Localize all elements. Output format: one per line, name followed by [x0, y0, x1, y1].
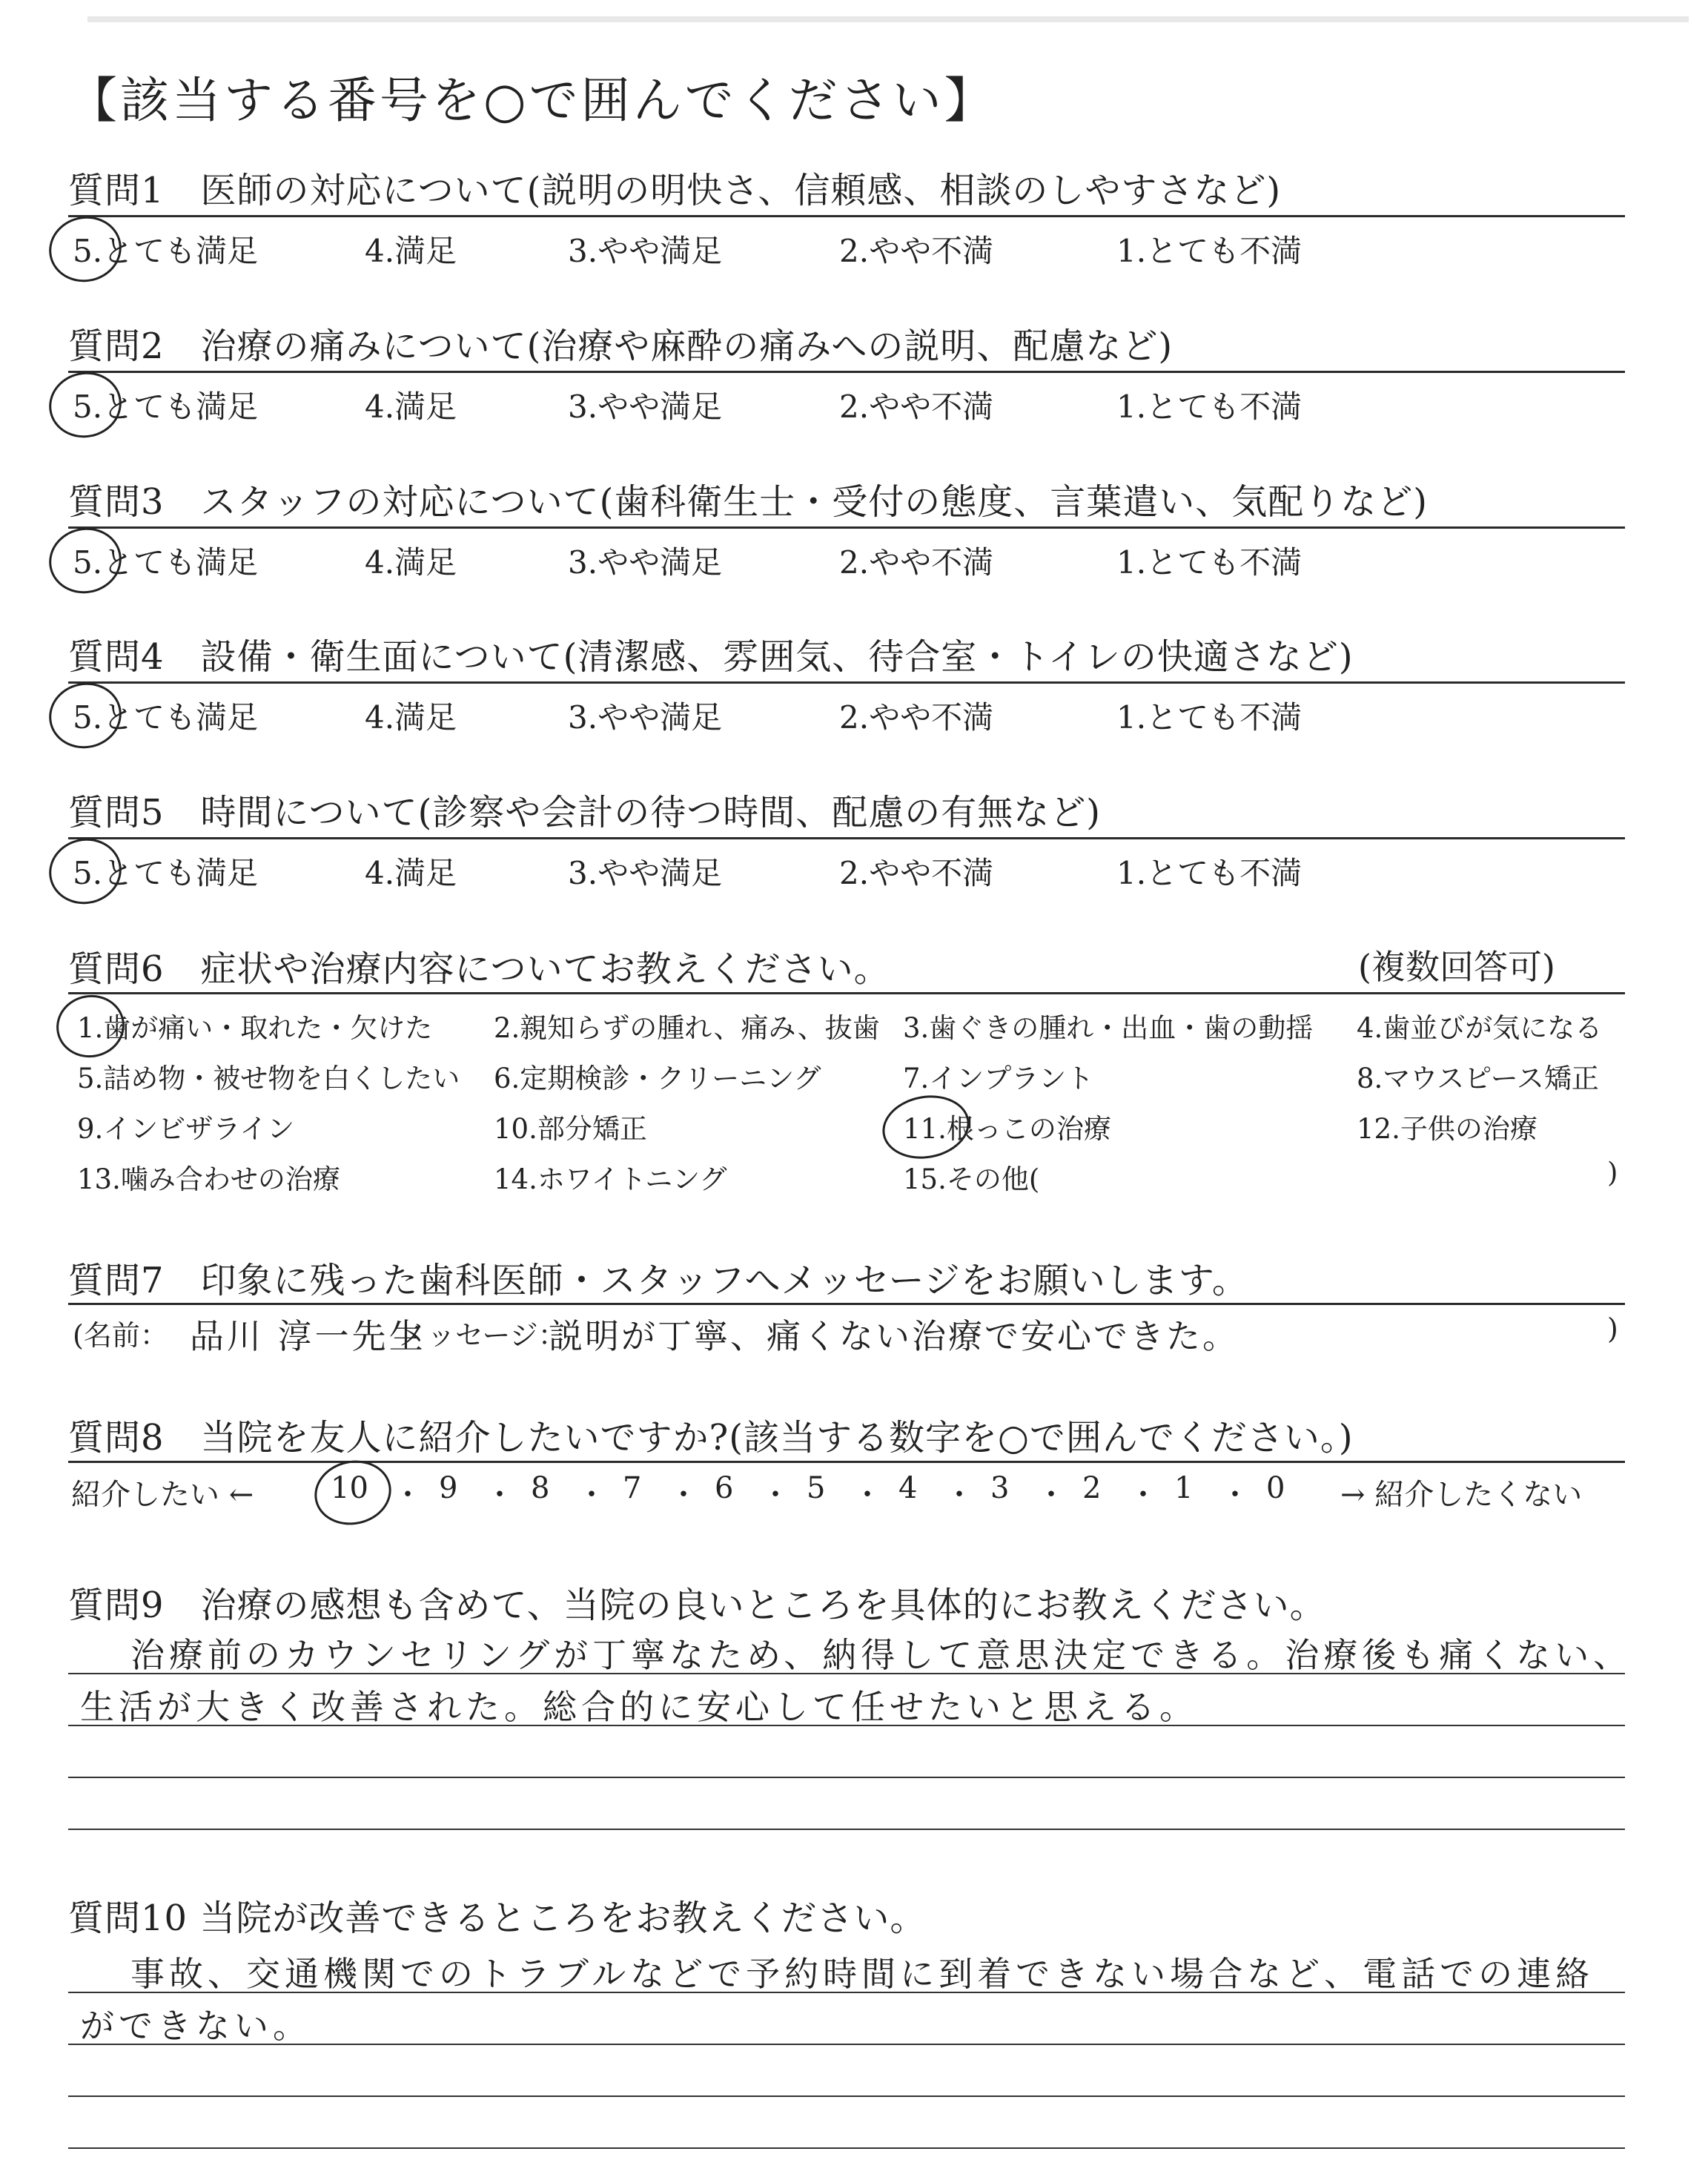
q4-option-5[interactable]: 5.とても満足 — [73, 699, 259, 736]
q6-option-15[interactable]: 15.その他( — [903, 1163, 1040, 1195]
q8-left-label: 紹介したい ← — [71, 1478, 254, 1512]
q7-message-label: メッセージ： — [399, 1319, 566, 1352]
q1-option-2[interactable]: 2.やや不満 — [839, 233, 994, 269]
q3-option-3[interactable]: 3.やや満足 — [568, 544, 723, 581]
q8-scale-6[interactable]: 6 — [715, 1471, 734, 1505]
q1-rule — [68, 215, 1625, 217]
form-header: 【該当する番号を○で囲んでください】 — [68, 72, 996, 129]
q10-answer-line-rule-4 — [68, 2147, 1625, 2149]
q2-option-4[interactable]: 4.満足 — [365, 389, 457, 425]
q4-option-4[interactable]: 4.満足 — [365, 699, 457, 736]
q8-rule — [68, 1461, 1625, 1463]
q6-selected-circle-11 — [878, 1089, 975, 1165]
q7-name-label: (名前： — [73, 1319, 168, 1352]
q1-option-5[interactable]: 5.とても満足 — [73, 233, 259, 269]
q6-option-14[interactable]: 14.ホワイトニング — [494, 1163, 727, 1195]
q6-option-9[interactable]: 9.インビザライン — [77, 1113, 295, 1145]
q2-rule — [68, 371, 1625, 373]
q6-option-close-paren: ) — [1607, 1157, 1618, 1189]
q8-scale-3[interactable]: 3 — [990, 1471, 1010, 1505]
q8-scale-separator: ・ — [944, 1478, 974, 1512]
q8-scale-1[interactable]: 1 — [1174, 1471, 1194, 1505]
q6-option-3[interactable]: 3.歯ぐきの腫れ・出血・歯の動揺 — [903, 1012, 1314, 1044]
q5-option-2[interactable]: 2.やや不満 — [839, 855, 994, 891]
q10-title: 質問10 当院が改善できるところをお教えください。 — [68, 1898, 927, 1939]
q6-option-2[interactable]: 2.親知らずの腫れ、痛み、抜歯 — [494, 1012, 880, 1044]
q2-option-1[interactable]: 1.とても不満 — [1116, 389, 1302, 425]
q1-option-4[interactable]: 4.満足 — [365, 233, 457, 269]
q8-scale-separator: ・ — [1036, 1478, 1066, 1512]
q4-rule — [68, 681, 1625, 684]
q2-option-5[interactable]: 5.とても満足 — [73, 389, 259, 425]
q1-option-1[interactable]: 1.とても不満 — [1116, 233, 1302, 269]
q4-option-1[interactable]: 1.とても不満 — [1116, 699, 1302, 736]
q8-scale-10[interactable]: 10 — [331, 1471, 368, 1505]
q4-option-2[interactable]: 2.やや不満 — [839, 699, 994, 736]
q8-scale-separator: ・ — [1220, 1478, 1250, 1512]
q8-scale-separator: ・ — [669, 1478, 698, 1512]
q5-option-1[interactable]: 1.とても不満 — [1116, 855, 1302, 891]
q6-selected-circle-1 — [51, 990, 129, 1063]
q9-title: 質問9 治療の感想も含めて、当院の良いところを具体的にお教えください。 — [68, 1585, 1326, 1626]
q4-selected-circle — [43, 676, 128, 755]
q8-scale-separator: ・ — [1128, 1478, 1158, 1512]
q8-scale-separator: ・ — [761, 1478, 790, 1512]
q9-answer-line-rule-4 — [68, 1829, 1625, 1830]
q2-option-3[interactable]: 3.やや満足 — [568, 389, 723, 425]
q6-option-7[interactable]: 7.インプラント — [903, 1063, 1094, 1094]
q8-scale-separator: ・ — [485, 1478, 514, 1512]
q5-selected-circle — [43, 832, 128, 911]
q7-rule — [68, 1303, 1625, 1305]
q4-option-3[interactable]: 3.やや満足 — [568, 699, 723, 736]
q8-title: 質問8 当院を友人に紹介したいですか?(該当する数字を○で囲んでください。) — [68, 1417, 1354, 1459]
q1-title: 質問1 医師の対応について(説明の明快さ、信頼感、相談のしやすさなど) — [68, 170, 1282, 211]
q9-answer-line-2[interactable]: 生活が大きく改善された。総合的に安心して任せたいと思える。 — [80, 1687, 1198, 1727]
q9-answer-line-1[interactable]: 治療前のカウンセリングが丁寧なため、納得して意思決定できる。治療後も痛くない、 — [130, 1635, 1632, 1675]
scan-top-edge — [87, 16, 1689, 22]
q7-name-value[interactable]: 品川 淳一先生 — [190, 1316, 426, 1356]
q6-note: (複数回答可) — [1358, 947, 1555, 987]
q8-scale-0[interactable]: 0 — [1266, 1471, 1285, 1505]
q6-title: 質問6 症状や治療内容についてお教えください。 — [68, 948, 890, 990]
q8-scale-separator: ・ — [393, 1478, 423, 1512]
q8-scale-8[interactable]: 8 — [531, 1471, 550, 1505]
q3-option-1[interactable]: 1.とても不満 — [1116, 544, 1302, 581]
q4-title: 質問4 設備・衛生面について(清潔感、雰囲気、待合室・トイレの快適さなど) — [68, 636, 1354, 678]
q8-scale-7[interactable]: 7 — [623, 1471, 642, 1505]
q6-rule — [68, 992, 1625, 994]
q2-option-2[interactable]: 2.やや不満 — [839, 389, 994, 425]
q3-rule — [68, 526, 1625, 529]
q6-option-8[interactable]: 8.マウスピース矯正 — [1357, 1063, 1599, 1094]
q6-option-4[interactable]: 4.歯並びが気になる — [1357, 1012, 1603, 1044]
q8-selected-circle — [308, 1453, 397, 1532]
q3-option-4[interactable]: 4.満足 — [365, 544, 457, 581]
q5-rule — [68, 837, 1625, 839]
q6-option-12[interactable]: 12.子供の治療 — [1357, 1113, 1537, 1145]
q6-option-6[interactable]: 6.定期検診・クリーニング — [494, 1063, 821, 1094]
q8-scale-2[interactable]: 2 — [1082, 1471, 1102, 1505]
q8-scale-9[interactable]: 9 — [439, 1471, 458, 1505]
q10-answer-line-rule-3 — [68, 2095, 1625, 2097]
q6-option-10[interactable]: 10.部分矯正 — [494, 1113, 647, 1145]
q10-answer-line-1[interactable]: 事故、交通機関でのトラブルなどで予約時間に到着できない場合など、電話での連絡 — [130, 1954, 1595, 1994]
q2-title: 質問2 治療の痛みについて(治療や麻酔の痛みへの説明、配慮など) — [68, 326, 1174, 367]
q8-scale-separator: ・ — [577, 1478, 606, 1512]
q8-right-label: → 紹介したくない — [1340, 1478, 1583, 1512]
q6-option-5[interactable]: 5.詰め物・被せ物を白くしたい — [77, 1063, 460, 1094]
q5-option-4[interactable]: 4.満足 — [365, 855, 457, 891]
q9-answer-line-rule-3 — [68, 1777, 1625, 1778]
q8-scale-4[interactable]: 4 — [898, 1471, 918, 1505]
q7-title: 質問7 印象に残った歯科医師・スタッフへメッセージをお願いします。 — [68, 1260, 1248, 1301]
q8-scale-5[interactable]: 5 — [807, 1471, 826, 1505]
q8-scale-separator: ・ — [853, 1478, 882, 1512]
q3-selected-circle — [43, 521, 128, 600]
q3-option-2[interactable]: 2.やや不満 — [839, 544, 994, 581]
q7-close-paren: ) — [1607, 1312, 1618, 1345]
q7-message-value[interactable]: 説明が丁寧、痛くない治療で安心できた。 — [549, 1316, 1239, 1356]
q2-selected-circle — [43, 366, 128, 444]
q6-option-13[interactable]: 13.噛み合わせの治療 — [77, 1163, 340, 1195]
q5-option-5[interactable]: 5.とても満足 — [73, 855, 259, 891]
q3-title: 質問3 スタッフの対応について(歯科衛生士・受付の態度、言葉遣い、気配りなど) — [68, 481, 1429, 523]
q1-option-3[interactable]: 3.やや満足 — [568, 233, 723, 269]
q3-option-5[interactable]: 5.とても満足 — [73, 544, 259, 581]
q6-option-1[interactable]: 1.歯が痛い・取れた・欠けた — [77, 1012, 433, 1044]
q10-answer-line-2[interactable]: ができない。 — [80, 2006, 311, 2046]
q6-option-11[interactable]: 11.根っこの治療 — [903, 1113, 1111, 1145]
q1-selected-circle — [43, 210, 128, 288]
q5-option-3[interactable]: 3.やや満足 — [568, 855, 723, 891]
q5-title: 質問5 時間について(診察や会計の待つ時間、配慮の有無など) — [68, 792, 1102, 833]
